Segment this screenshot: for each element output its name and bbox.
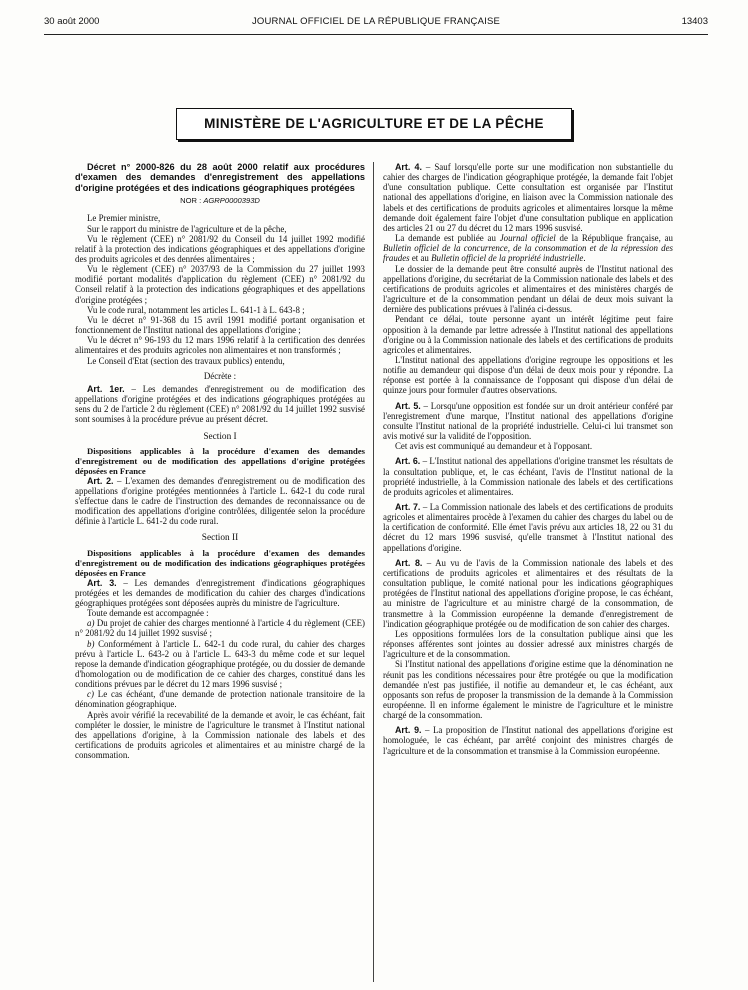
- visa-7: Le Conseil d'Etat (section des travaux publics) entendu,: [87, 355, 285, 366]
- journal-title: JOURNAL OFFICIEL DE LA RÉPUBLIQUE FRANÇAISE: [251, 16, 501, 27]
- article-3-label: Art. 3.: [87, 577, 117, 588]
- header-date: 30 août 2000: [44, 16, 100, 27]
- article-1-text: Les demandes d'enregistrement ou de modification des appellations d'origine protégées et des indications géographiques protégées au sens du 2 de l'article 2 du règlement (CEE) n° 2081/92 du 14 juillet 1992 susvisé sont soumises à la procédure prévue au présent décret.: [75, 383, 365, 425]
- article-5-p2: Cet avis est communiqué au demandeur et à l'opposant.: [395, 441, 593, 452]
- visa-3: Vu le règlement (CEE) n° 2037/93 de la Commission du 27 juillet 1993 modifié portant modalités d'application du règlement (CEE) n° 2081/92 du Conseil relatif à la protection des indications géographiques et des appellations d'origine protégées ;: [75, 264, 365, 305]
- ministry-banner: MINISTÈRE DE L'AGRICULTURE ET DE LA PÊCHE: [176, 108, 572, 140]
- visa-1: Sur le rapport du ministre de l'agriculture et de la pêche,: [87, 223, 287, 234]
- section-1-heading: Section I: [203, 431, 237, 442]
- article-8-p2: Les oppositions formulées lors de la consultation publique ainsi que les réponses afférentes sont jointes au dossier adressé aux ministres chargés de l'agriculture et de la consommation.: [383, 628, 673, 660]
- article-5: Art. 5. – Lorsqu'une opposition est fondée sur un droit antérieur conféré par l'enregistrement d'une marque, l'Institut national des appellations d'origine consulte l'Institut national de la propriété industrielle. Celui-ci lui transmet son avis motivé sur la validité de l'opposition.: [383, 400, 673, 442]
- article-3-intro: Toute demande est accompagnée :: [87, 608, 209, 619]
- section-2-heading: Section II: [201, 533, 239, 544]
- article-6-text: L'Institut national des appellations d'origine transmet les résultats de la consultation publique, et, le cas échéant, l'avis de l'Institut national de la propriété industrielle, à la Commission nationale des labels et des certifications de produits agricoles et alimentaires.: [383, 456, 673, 497]
- article-1: Art. 1er. – Les demandes d'enregistrement ou de modification des appellations d'origine protégées et des indications géographiques protégées au sens du 2 de l'article 2 du règlement (CEE) n° 2081/92 du 14 juillet 1992 susvisé sont soumises à la procédure prévue au présent décret.: [75, 383, 365, 425]
- article-2-text: L'examen des demandes d'enregistrement ou de modification des appellations d'origine protégées mentionnées à l'article L. 642-1 du code rural s'effectue dans le cadre de l'instruction des demandes de reconnaissance ou de modification des appellations d'origine contrôlées, diligentée selon la procédure définie à l'article L. 641-2 du code rural.: [75, 475, 365, 527]
- article-9: Art. 9. – La proposition de l'Institut national des appellations d'origine est homologuée, le cas échéant, par arrêté conjoint des ministres chargés de l'agriculture et de la consommation et transmise à la Commission européenne.: [383, 725, 673, 756]
- article-3-item-a: a) Du projet de cahier des charges mentionné à l'article 4 du règlement (CEE) n° 2081/92 du 14 juillet 1992 susvisé ;: [75, 618, 365, 639]
- article-4-p3: Le dossier de la demande peut être consulté auprès de l'Institut national des appellations d'origine, du secrétariat de la Commission nationale des labels et des certifications de produits agricoles et alimentaires et des ministères chargés de l'agriculture et de la consommation pendant un délai de deux mois suivant la dernière des publications prévues à l'alinéa ci-dessus.: [383, 263, 673, 315]
- article-8-label: Art. 8.: [395, 557, 423, 568]
- header-rule: [44, 34, 708, 35]
- article-9-label: Art. 9.: [395, 725, 422, 736]
- article-4-label: Art. 4.: [395, 162, 422, 172]
- nor-line: [75, 196, 365, 206]
- article-3-item-b: b) Conformément à l'article L. 642-1 du code rural, du cahier des charges prévu à l'article L. 643-2 ou à l'article L. 643-3 du même code et sur lequel repose la demande d'indication géographique protégée, ou du dossier de demande d'homologation ou de modification de ce cahier des charges, constitué dans les conditions prévues par le décret du 12 mars 1996 susvisé ;: [75, 638, 365, 690]
- section-1-title: Dispositions applicables à la procédure d'examen des demandes d'enregistrement ou de modification des appellations d'origine protégées déposées en France: [75, 445, 365, 476]
- article-4-p5: L'Institut national des appellations d'origine regroupe les oppositions et les notifie au demandeur qui dispose d'un délai de deux mois pour y répondre. La réponse est portée à la connaissance de l'opposant qui dispose d'un délai de quinze jours pour formuler d'autres observations.: [383, 354, 673, 396]
- article-9-text: La proposition de l'Institut national des appellations d'origine est homologuée, le cas échéant, par arrêté conjoint des ministres chargés de l'agriculture et de la consommation et transmise à la Commission européenne.: [383, 725, 673, 756]
- article-4-publication: La demande est publiée au Journal officiel de la République française, au Bulletin officiel de la concurrence, de la consommation et de la répression des fraudes et au Bulletin officiel de la propriété industrielle.: [383, 233, 673, 264]
- article-3-last: Après avoir vérifié la recevabilité de la demande et avoir, le cas échéant, fait compléter le dossier, le ministre de l'agriculture le transmet à l'Institut national des appellations d'origine, à la Commission nationale des labels et des certifications de produits agricoles et alimentaires et au ministre chargé de la consommation.: [75, 709, 365, 761]
- column-divider: [373, 162, 374, 982]
- visa-6: Vu le décret n° 96-193 du 12 mars 1996 relatif à la certification des denrées alimentaires et des produits agricoles non alimentaires et non transformés ;: [75, 335, 365, 356]
- visa-0: Le Premier ministre,: [87, 213, 161, 224]
- article-7-label: Art. 7.: [395, 502, 421, 512]
- article-4: Art. 4. – Sauf lorsqu'elle porte sur une modification non substantielle du cahier des charges de l'indication géographique protégée, la demande fait l'objet d'une consultation publique. Cette consultation est organisée par l'Institut national des appellations d'origine, en liaison avec la Commission nationale des labels et des certifications de produits agricoles et alimentaires lorsque la même demande doit également faire l'objet d'une consultation publique en application des articles 21 ou 27 du décret du 12 mars 1996 susvisé.: [383, 162, 673, 233]
- article-6: Art. 6. – L'Institut national des appellations d'origine transmet les résultats de la consultation publique, et, le cas échéant, l'avis de l'Institut national de la propriété industrielle, à la Commission nationale des labels et des certifications de produits agricoles et alimentaires.: [383, 456, 673, 497]
- article-7: Art. 7. – La Commission nationale des labels et des certifications de produits agricoles et alimentaires procède à l'examen du cahier des charges du label ou de la certification de conformité. Elle émet l'avis prévu aux articles 18, 22 ou 31 du décret du 12 mars 1996 susvisé, qu'elle transmet à l'Institut national des appellations d'origine.: [383, 502, 673, 553]
- decree-title: Décret n° 2000-826 du 28 août 2000 relatif aux procédures d'examen des demandes d'enregistrement des appellations d'origine protégées et des indications géographiques protégées: [75, 162, 365, 193]
- article-2-label: Art. 2.: [87, 475, 114, 486]
- article-3-text: Les demandes d'enregistrement d'indications géographiques protégées et les demandes de modification du cahier des charges d'indications géographiques protégées sont déposées auprès du ministre de l'agriculture.: [75, 577, 365, 608]
- page-header: [44, 16, 708, 30]
- section-2-title: Dispositions applicables à la procédure d'examen des demandes d'enregistrement ou de modification des indications géographiques protégées déposées en France: [75, 547, 365, 578]
- article-3: Art. 3. – Les demandes d'enregistrement d'indications géographiques protégées et les demandes de modification du cahier des charges d'indications géographiques protégées sont déposées auprès du ministre de l'agriculture.: [75, 577, 365, 608]
- article-4-p4: Pendant ce délai, toute personne ayant un intérêt légitime peut faire opposition à la demande par lettre adressée à l'Institut national des appellations d'origine ou à la Commission nationale des labels et des certifications de produits agricoles et alimentaires.: [383, 314, 673, 355]
- article-8-p3: Si l'Institut national des appellations d'origine estime que la dénomination ne réunit pas les conditions nécessaires pour être protégée ou que la modification demandée n'est pas justifiée, il notifie au demandeur et, le cas échéant, aux opposants son refus de proposer la transmission de la demande à la Commission européenne. Il en informe également le ministre de l'agriculture et le ministre chargé de la consommation.: [383, 659, 673, 721]
- article-7-text: La Commission nationale des labels et des certifications de produits agricoles et alimentaires procède à l'examen du cahier des charges du label ou de la certification de conformité. Elle émet l'avis prévu aux articles 18, 22 ou 31 du décret du 12 mars 1996 susvisé, qu'elle transmet à l'Institut national des appellations d'origine.: [383, 502, 673, 553]
- decrete-line: Décrète :: [203, 370, 237, 381]
- visa-5: Vu le décret n° 91-368 du 15 avril 1991 modifié portant organisation et fonctionnement de l'Institut national des appellations d'origine ;: [75, 314, 365, 336]
- right-column: [383, 162, 673, 980]
- page-number: 13403: [681, 16, 708, 27]
- article-5-text: Lorsqu'une opposition est fondée sur un droit antérieur conféré par l'enregistrement d'une marque, l'Institut national des appellations d'origine consulte l'Institut national de la propriété industrielle. Celui-ci lui transmet son avis motivé sur la validité de l'opposition.: [383, 400, 673, 442]
- visa-4: Vu le code rural, notamment les articles L. 641-1 à L. 643-8 ;: [87, 304, 305, 315]
- article-8: Art. 8. – Au vu de l'avis de la Commission nationale des labels et des certifications de produits agricoles et alimentaires et des résultats de la consultation publique, le comité national pour les indications géographiques protégées de l'Institut national des appellations d'origine propose, le cas échéant, au ministre de l'agriculture et au ministre chargé de la consommation, de transmettre à la Commission européenne la demande d'enregistrement de l'indication géographique protégée ou de modification de son cahier des charges.: [383, 557, 673, 629]
- article-8-text: Au vu de l'avis de la Commission nationale des labels et des certifications de produits agricoles et alimentaires et des résultats de la consultation publique, le comité national pour les indications géographiques protégées de l'Institut national des appellations d'origine propose, le cas échéant, au ministre de l'agriculture et au ministre chargé de la consommation, de transmettre à la Commission européenne la demande d'enregistrement de l'indication géographique protégée ou de modification de son cahier des charges.: [383, 557, 673, 629]
- article-6-label: Art. 6.: [395, 456, 421, 467]
- article-5-label: Art. 5.: [395, 400, 421, 411]
- nor-value: AGRP0000393D: [203, 196, 260, 206]
- article-4-text: Sauf lorsqu'elle porte sur une modification non substantielle du cahier des charges de l'indication géographique protégée, la demande fait l'objet d'une consultation publique. Cette consultation est organisée par l'Institut national des appellations d'origine, en liaison avec la Commission nationale des labels et des certifications de produits agricoles et alimentaires lorsque la même demande doit également faire l'objet d'une consultation publique en application des articles 21 ou 27 du décret du 12 mars 1996 susvisé.: [383, 162, 673, 233]
- visa-2: Vu le règlement (CEE) n° 2081/92 du Conseil du 14 juillet 1992 modifié relatif à la protection des indications géographiques et des appellations d'origine des produits agricoles et des denrées alimentaires ;: [75, 233, 365, 264]
- article-3-item-c: c) Le cas échéant, d'une demande de protection nationale transitoire de la dénomination géographique.: [75, 689, 365, 710]
- article-1-label: Art. 1er.: [87, 383, 125, 394]
- nor-label: NOR :: [180, 196, 202, 206]
- article-2: Art. 2. – L'examen des demandes d'enregistrement ou de modification des appellations d'origine protégées mentionnées à l'article L. 642-1 du code rural s'effectue dans le cadre de l'instruction des demandes de reconnaissance ou de modification des appellations d'origine contrôlées, diligentée selon la procédure définie à l'article L. 641-2 du code rural.: [75, 475, 365, 527]
- left-column: [75, 162, 365, 980]
